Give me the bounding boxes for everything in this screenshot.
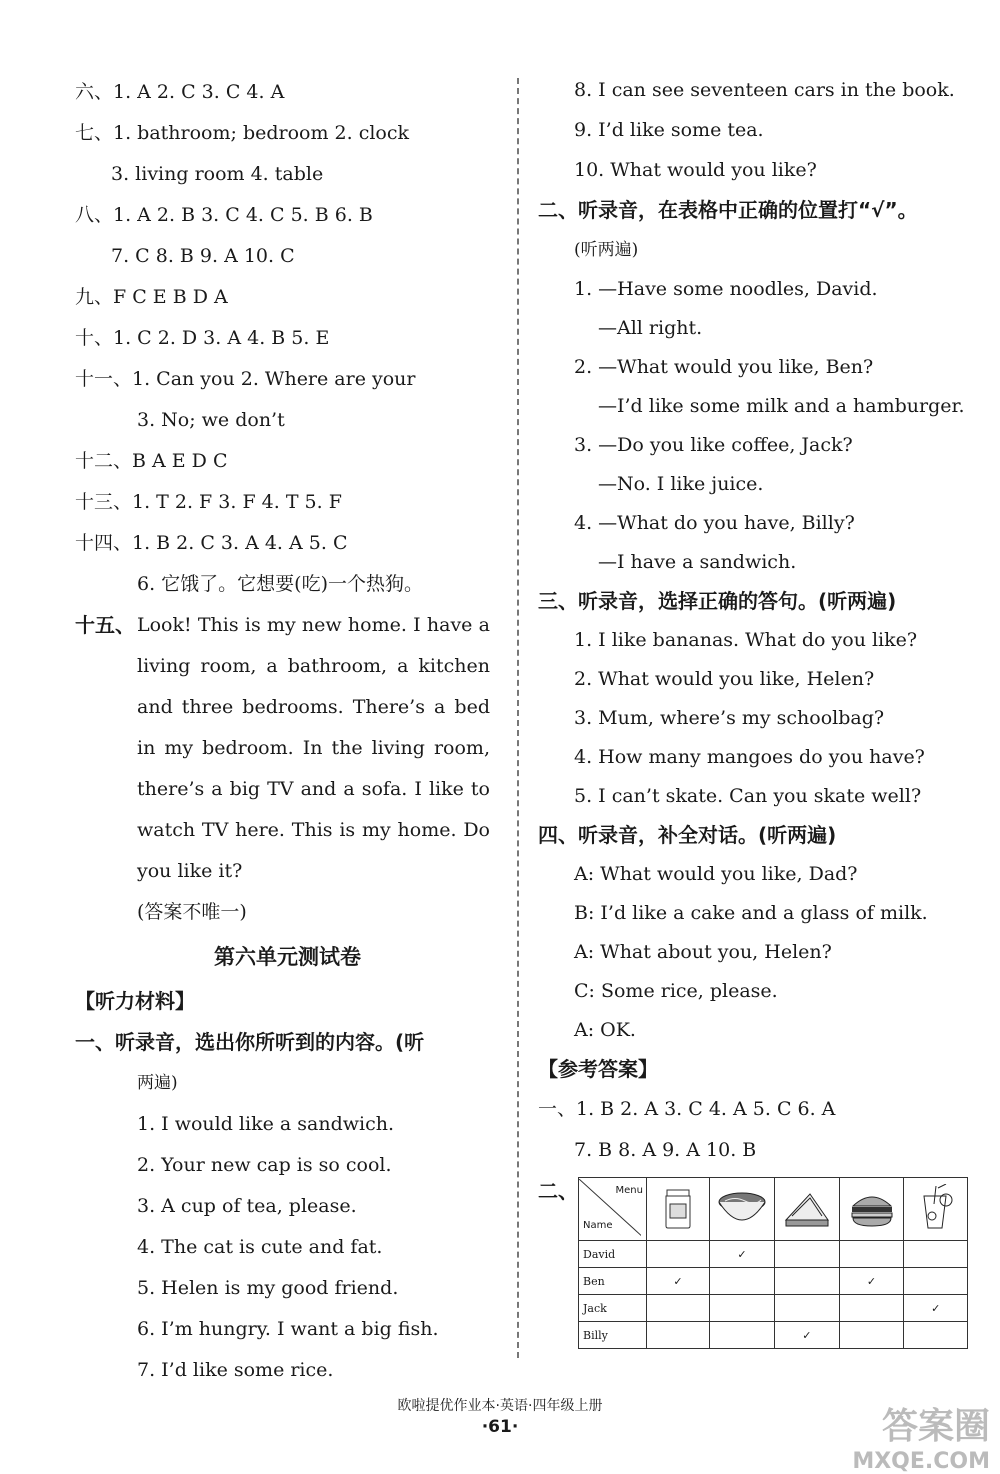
check-cell xyxy=(775,1295,840,1322)
listening-header: 【听力材料】 xyxy=(75,989,195,1013)
watermark-text: 答案圈 xyxy=(881,1406,990,1447)
answer-line-12: 十二、B A E D C xyxy=(75,450,228,472)
conversation-4: C: Some rice, please. xyxy=(574,980,778,1002)
script-line-5: 5. Helen is my good friend. xyxy=(137,1277,399,1299)
name-label: Name xyxy=(583,1220,613,1231)
answer-line-14b: 6. 它饿了。它想要(吃)一个热狗。 xyxy=(137,573,423,595)
check-cell xyxy=(839,1322,904,1349)
table-corner-header xyxy=(579,1178,647,1241)
check-cell xyxy=(904,1241,968,1268)
script-line-7: 7. I’d like some rice. xyxy=(137,1359,334,1381)
juice-glass-icon xyxy=(904,1178,968,1241)
table-row xyxy=(579,1268,968,1295)
answer-key-1b: 7. B 8. A 9. A 10. B xyxy=(574,1139,757,1161)
sandwich-icon xyxy=(775,1178,840,1241)
row-name: David xyxy=(579,1241,647,1268)
dialog-4b: —I have a sandwich. xyxy=(598,551,797,573)
dialog-1a: 1. —Have some noodles, David. xyxy=(574,278,878,300)
check-cell xyxy=(839,1295,904,1322)
script-line-8: 8. I can see seventeen cars in the book. xyxy=(574,79,955,101)
response-2: 2. What would you like, Helen? xyxy=(574,668,875,690)
q1-header-cont: 两遍) xyxy=(137,1073,178,1093)
row-name: Ben xyxy=(579,1268,647,1295)
left-column xyxy=(75,72,500,1391)
conversation-2: B: I’d like a cake and a glass of milk. xyxy=(574,902,928,924)
check-cell xyxy=(839,1241,904,1268)
script-line-1: 1. I would like a sandwich. xyxy=(137,1113,394,1135)
dialog-3a: 3. —Do you like coffee, Jack? xyxy=(574,434,853,456)
watermark-logo xyxy=(800,1398,990,1474)
table-row xyxy=(579,1322,968,1349)
conversation-5: A: OK. xyxy=(574,1019,636,1041)
check-cell xyxy=(775,1268,840,1295)
answer-line-11: 十一、1. Can you 2. Where are your xyxy=(75,368,416,390)
dialog-3b: —No. I like juice. xyxy=(598,473,764,495)
response-3: 3. Mum, where’s my schoolbag? xyxy=(574,707,885,729)
script-line-2: 2. Your new cap is so cool. xyxy=(137,1154,392,1176)
answer-key-2-label: 二、 xyxy=(538,1179,578,1203)
response-4: 4. How many mangoes do you have? xyxy=(574,746,925,768)
check-cell: ✓ xyxy=(775,1322,840,1349)
essay-answer xyxy=(75,605,490,933)
answer-line-7: 七、1. bathroom; bedroom 2. clock xyxy=(75,122,410,144)
dialog-1b: —All right. xyxy=(598,317,703,339)
answers-header: 【参考答案】 xyxy=(538,1057,658,1081)
page-number: ·61· xyxy=(481,1417,519,1437)
check-cell xyxy=(904,1268,968,1295)
answer-line-8b: 7. C 8. B 9. A 10. C xyxy=(111,245,295,267)
response-5: 5. I can’t skate. Can you skate well? xyxy=(574,785,922,807)
noodles-bowl-icon xyxy=(710,1178,775,1241)
answer-line-9: 九、F C E B D A xyxy=(75,286,228,308)
check-cell: ✓ xyxy=(710,1241,775,1268)
essay-label: 十五、 xyxy=(75,613,135,637)
check-cell xyxy=(647,1295,710,1322)
script-line-6: 6. I’m hungry. I want a big fish. xyxy=(137,1318,439,1340)
check-cell: ✓ xyxy=(904,1295,968,1322)
hamburger-icon xyxy=(839,1178,904,1241)
q2-header: 二、听录音，在表格中正确的位置打“√”。 xyxy=(538,198,918,222)
q1-header: 一、听录音，选出你所听到的内容。(听 xyxy=(75,1030,425,1054)
coffee-jar-icon xyxy=(647,1178,710,1241)
dialog-2b: —I’d like some milk and a hamburger. xyxy=(598,395,965,417)
essay-text: Look! This is my new home. I have a living room, a bathroom, a kitchen and three bedrooms. There’s a bed in my bedroom. In the living room, there’s a big TV and a sofa. I like to watch TV here. This is my home. Do you like it? xyxy=(137,614,490,882)
answer-line-11b: 3. No; we don’t xyxy=(137,409,285,431)
check-cell: ✓ xyxy=(839,1268,904,1295)
footer-title: 欧啦提优作业本·英语·四年级上册 xyxy=(397,1398,603,1414)
answer-line-13: 十三、1. T 2. F 3. F 4. T 5. F xyxy=(75,491,342,513)
table-row xyxy=(579,1241,968,1268)
script-line-3: 3. A cup of tea, please. xyxy=(137,1195,357,1217)
menu-answer-table xyxy=(578,1177,968,1349)
check-cell xyxy=(647,1241,710,1268)
answer-table-block xyxy=(538,1171,968,1341)
table-row xyxy=(579,1295,968,1322)
row-name: Billy xyxy=(579,1322,647,1349)
right-column xyxy=(538,70,968,1341)
check-cell xyxy=(647,1322,710,1349)
column-divider xyxy=(517,78,519,1358)
unit-title: 第六单元测试卷 xyxy=(214,945,361,969)
response-1: 1. I like bananas. What do you like? xyxy=(574,629,918,651)
answer-line-6: 六、1. A 2. C 3. C 4. A xyxy=(75,81,285,103)
dialog-4a: 4. —What do you have, Billy? xyxy=(574,512,855,534)
q3-header: 三、听录音，选择正确的答句。(听两遍) xyxy=(538,589,897,613)
row-name: Jack xyxy=(579,1295,647,1322)
essay-note: (答案不唯一) xyxy=(137,901,247,923)
check-cell xyxy=(710,1322,775,1349)
answer-line-7b: 3. living room 4. table xyxy=(111,163,324,185)
check-cell xyxy=(710,1268,775,1295)
answer-key-1: 一、1. B 2. A 3. C 4. A 5. C 6. A xyxy=(538,1098,836,1120)
dialog-2a: 2. —What would you like, Ben? xyxy=(574,356,874,378)
watermark-url: MXQE.COM xyxy=(852,1449,990,1474)
check-cell: ✓ xyxy=(647,1268,710,1295)
script-line-10: 10. What would you like? xyxy=(574,159,817,181)
check-cell xyxy=(775,1241,840,1268)
conversation-1: A: What would you like, Dad? xyxy=(574,863,858,885)
answer-line-14: 十四、1. B 2. C 3. A 4. A 5. C xyxy=(75,532,348,554)
script-line-9: 9. I’d like some tea. xyxy=(574,119,764,141)
q2-note: (听两遍) xyxy=(574,240,639,260)
script-line-4: 4. The cat is cute and fat. xyxy=(137,1236,383,1258)
q4-header: 四、听录音，补全对话。(听两遍) xyxy=(538,823,837,847)
menu-label: Menu xyxy=(615,1185,643,1196)
check-cell xyxy=(904,1322,968,1349)
answer-line-10: 十、1. C 2. D 3. A 4. B 5. E xyxy=(75,327,330,349)
conversation-3: A: What about you, Helen? xyxy=(574,941,832,963)
answer-line-8: 八、1. A 2. B 3. C 4. C 5. B 6. B xyxy=(75,204,373,226)
check-cell xyxy=(710,1295,775,1322)
